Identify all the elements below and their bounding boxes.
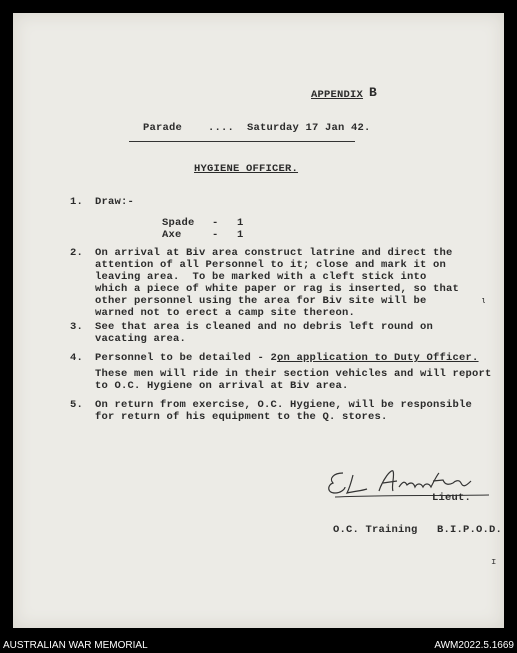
item-text: for return of his equipment to the Q. stores. xyxy=(95,411,388,423)
item-text: See that area is cleaned and no debris left round on xyxy=(95,321,434,333)
item-text: which a piece of white paper or rag is inserted, so that xyxy=(95,283,460,295)
draw-item-dash: - xyxy=(212,217,219,229)
paper-mark: ɪ xyxy=(491,557,497,567)
item-text: Personnel to be detailed - 2, xyxy=(95,352,284,364)
rank: Lieut. xyxy=(432,492,472,504)
item-number: 3. xyxy=(70,321,84,333)
item-text: to O.C. Hygiene on arrival at Biv area. xyxy=(95,380,349,392)
item-number: 5. xyxy=(70,399,84,411)
draw-item-dash: - xyxy=(212,229,219,241)
appendix-label: APPENDIX xyxy=(311,89,364,101)
draw-item-name: Axe xyxy=(162,229,182,241)
footer-source: AUSTRALIAN WAR MEMORIAL xyxy=(3,640,148,651)
item-text: leaving area. To be marked with a cleft stick into xyxy=(95,271,427,283)
appendix-letter: B xyxy=(369,85,378,100)
item-text: Draw:- xyxy=(95,196,135,208)
item-text: On return from exercise, O.C. Hygiene, will be responsible xyxy=(95,399,473,411)
footer-catalog-number: AWM2022.5.1669 xyxy=(434,640,514,651)
item-text-underlined: on application to Duty Officer. xyxy=(277,352,479,364)
item-text: warned not to erect a camp site thereon. xyxy=(95,307,356,319)
paper-mark: ɩ xyxy=(481,296,487,306)
item-number: 1. xyxy=(70,196,84,208)
item-text: On arrival at Biv area construct latrine and direct the xyxy=(95,247,453,259)
parade-underline xyxy=(129,141,355,142)
parade-line: Parade .... Saturday 17 Jan 42. xyxy=(143,122,371,134)
item-text: other personnel using the area for Biv site will be xyxy=(95,295,427,307)
item-number: 2. xyxy=(70,247,84,259)
draw-item-qty: 1 xyxy=(237,217,244,229)
signoff: O.C. Training B.I.P.O.D. xyxy=(333,524,503,536)
draw-item-qty: 1 xyxy=(237,229,244,241)
item-text: attention of all Personnel to it; close and mark it on xyxy=(95,259,447,271)
item-number: 4. xyxy=(70,352,84,364)
item-text: These men will ride in their section vehicles and will report xyxy=(95,368,492,380)
draw-item-name: Spade xyxy=(162,217,195,229)
document-page xyxy=(13,13,504,628)
item-text: vacating area. xyxy=(95,333,187,345)
page-title: HYGIENE OFFICER. xyxy=(194,163,299,175)
